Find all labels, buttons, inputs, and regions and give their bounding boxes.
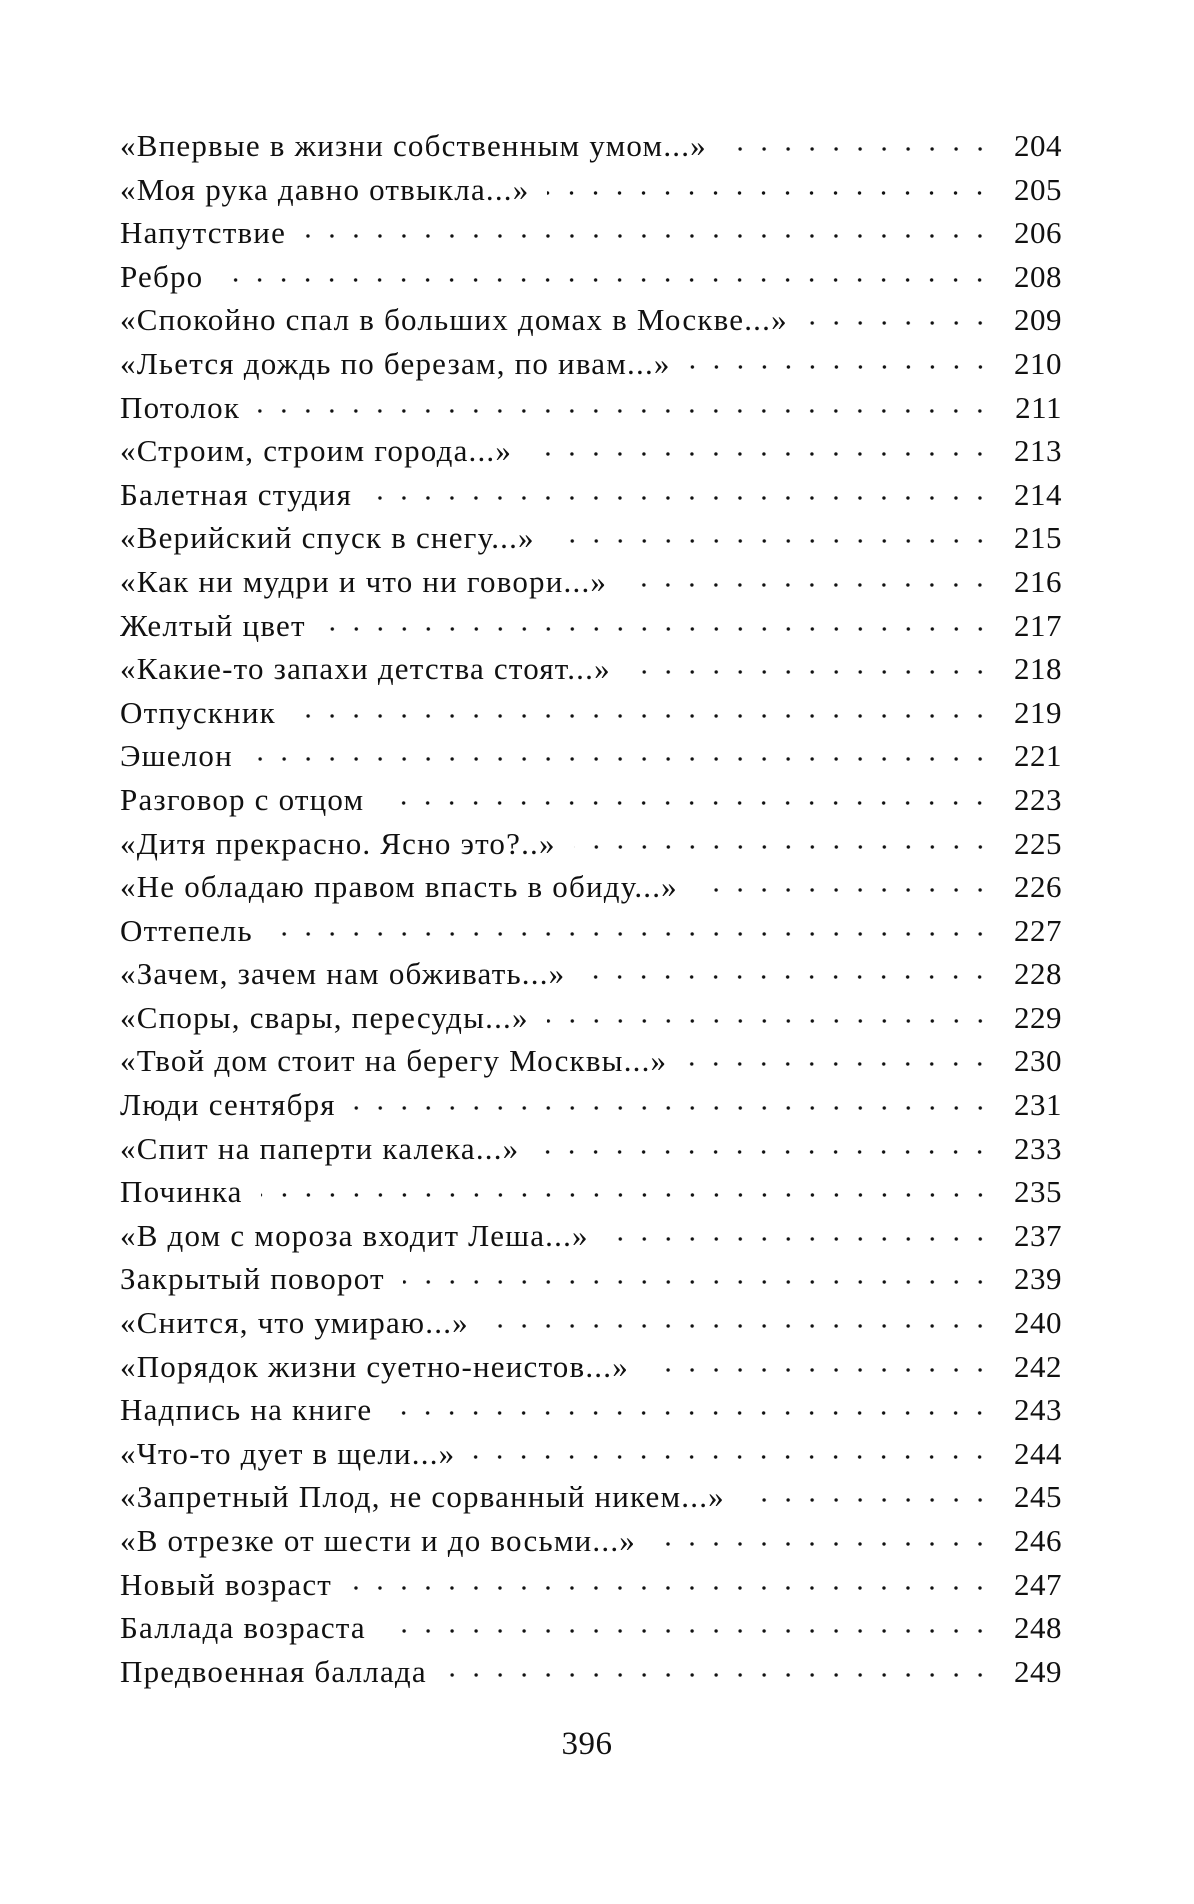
toc-entry-page: 231 [1014,1087,1062,1123]
toc-entry [120,1436,1062,1480]
toc-entry [120,477,1062,521]
toc-entry-page: 249 [1014,1653,1062,1689]
dot-leader [647,1367,992,1373]
dot-leader [370,495,992,501]
toc-entry [120,1174,1062,1218]
toc-entry [120,826,1062,870]
toc-entry-title: «Порядок жизни суетно-неистов...» [120,1348,629,1384]
toc-entry-title: «Снится, что умираю...» [120,1305,469,1341]
toc-entry [120,608,1062,652]
toc-entry-title: Эшелон [120,738,233,774]
toc-entry-title: «Впервые в жизни собственным умом...» [120,128,707,163]
toc-entry [120,695,1062,739]
toc-entry [120,564,1062,608]
toc-entry-page: 239 [1014,1261,1062,1297]
dot-leader [696,887,992,893]
dot-leader [685,1061,992,1067]
toc-entry [120,215,1062,259]
dot-leader [390,1410,992,1416]
toc-entry-title: «Дитя прекрасно. Ясно это?..» [120,825,556,861]
toc-entry-title: «Спокойно спал в больших домах в Москве...» [120,302,788,338]
dot-leader [382,800,992,806]
toc-entry [120,346,1062,390]
toc-entry-title: «Запретный Плод, не сорванный никем...» [120,1479,725,1515]
toc-entry-title: Ребро [120,258,204,294]
toc-entry [120,1305,1062,1349]
toc-entry-page: 218 [1014,651,1062,687]
dot-leader [725,146,992,152]
dot-leader [574,844,992,850]
toc-entry [120,1087,1062,1131]
toc-entry [120,1261,1062,1305]
toc-entry-title: Надпись на книге [120,1392,373,1428]
toc-entry-title: «Строим, строим города...» [120,433,513,469]
page-number: 396 [561,1726,613,1762]
dot-leader [743,1497,992,1503]
toc-entry-page: 246 [1014,1523,1062,1558]
toc-entry-page: 216 [1014,563,1062,599]
toc-entry [120,651,1062,695]
dot-leader [324,626,992,632]
toc-entry-title: Новый возраст [120,1566,333,1602]
toc-entry-title: «Как ни мудри и что ни говори...» [120,563,608,599]
toc-entry-page: 204 [1014,128,1062,163]
toc-entry [120,782,1062,826]
toc-entry [120,913,1062,957]
toc-entry-title: Напутствие [120,215,287,251]
toc-entry-page: 223 [1014,781,1062,817]
toc-entry-title: «Не обладаю правом впасть в обиду...» [120,869,678,905]
dot-leader [547,190,992,196]
toc-entry-page: 211 [1015,389,1062,425]
toc-entry-title: «В дом с мороза входит Леша...» [120,1217,589,1253]
toc-entry-page: 240 [1014,1305,1062,1341]
toc-entry-page: 215 [1014,520,1062,556]
toc-entry [120,1654,1062,1698]
toc-entry [120,433,1062,477]
toc-entry-page: 242 [1014,1348,1062,1384]
toc-entry-page: 233 [1014,1130,1062,1166]
toc-entry-page: 219 [1014,694,1062,730]
toc-entry-title: «Верийский спуск в снегу...» [120,520,535,556]
dot-leader [689,364,992,370]
dot-leader [806,320,992,326]
toc-entry [120,172,1062,216]
dot-leader [403,1279,992,1285]
dot-leader [629,669,992,675]
toc-entry-title: Починка [120,1174,243,1210]
dot-leader [384,1628,992,1634]
toc-entry [120,869,1062,913]
toc-entry-page: 221 [1014,738,1062,774]
toc-entry [120,956,1062,1000]
toc-entry-page: 206 [1014,215,1062,251]
dot-leader [271,931,992,937]
dot-leader [625,582,992,588]
dot-leader [350,1585,992,1591]
dot-leader [607,1236,992,1242]
dot-leader [304,233,992,239]
toc-entry-page: 237 [1014,1217,1062,1253]
toc-entry-page: 229 [1014,999,1062,1035]
toc-entry-page: 208 [1014,258,1062,294]
toc-entry-page: 244 [1014,1435,1062,1471]
toc-entry [120,1349,1062,1393]
toc-entry [120,302,1062,346]
toc-entry-title: Баллада возраста [120,1610,366,1646]
toc-entry-title: Закрытый поворот [120,1261,385,1297]
toc-entry-title: «Какие-то запахи детства стоят...» [120,651,611,687]
toc-entry-page: 243 [1014,1392,1062,1428]
toc-entry-page: 230 [1014,1043,1062,1079]
table-of-contents [120,128,1062,1697]
toc-entry-page: 225 [1014,825,1062,861]
dot-leader [261,1192,992,1198]
dot-leader [547,1018,992,1024]
dot-leader [354,1105,992,1111]
toc-entry-title: «Твой дом стоит на берегу Москвы...» [120,1043,668,1079]
toc-entry-page: 214 [1014,476,1062,512]
toc-entry [120,1392,1062,1436]
toc-entry-page: 245 [1014,1479,1062,1515]
dot-leader [537,1149,992,1155]
toc-entry-page: 209 [1014,302,1062,338]
toc-entry-page: 213 [1014,433,1062,469]
toc-entry [120,520,1062,564]
toc-entry-page: 226 [1014,869,1062,905]
toc-entry-page: 227 [1014,912,1062,948]
toc-entry [120,1218,1062,1262]
toc-entry-title: Отпускник [120,694,276,730]
toc-entry-title: Балетная студия [120,476,353,512]
dot-leader [221,277,992,283]
toc-entry [120,1479,1062,1523]
toc-entry-page: 235 [1014,1174,1062,1210]
toc-entry-page: 217 [1014,607,1062,643]
toc-entry [120,1610,1062,1654]
dot-leader [473,1454,992,1460]
toc-entry-title: «Споры, свары, пересуды...» [120,999,529,1035]
toc-entry [120,259,1062,303]
toc-entry [120,128,1062,172]
toc-entry-title: «Зачем, зачем нам обживать...» [120,956,566,992]
toc-entry [120,738,1062,782]
toc-entry-page: 247 [1014,1566,1062,1602]
dot-leader [251,756,992,762]
toc-entry-title: Разговор с отцом [120,781,365,817]
dot-leader [294,713,992,719]
toc-entry-title: Оттепель [120,912,253,948]
toc-entry-title: Люди сентября [120,1087,336,1123]
toc-entry [120,1131,1062,1175]
toc-entry [120,390,1062,434]
toc-entry-title: Потолок [120,389,241,425]
dot-leader [553,538,992,544]
dot-leader [258,408,992,414]
toc-entry-page: 248 [1014,1610,1062,1646]
toc-entry [120,1567,1062,1611]
dot-leader [654,1541,992,1547]
toc-entry-title: «Спит на паперти калека...» [120,1130,520,1166]
dot-leader [583,974,992,980]
toc-entry-page: 228 [1014,956,1062,992]
toc-entry-title: «Льется дождь по березам, по ивам...» [120,345,671,381]
toc-entry [120,1523,1062,1567]
dot-leader [530,451,992,457]
toc-entry-page: 205 [1014,171,1062,207]
toc-entry-title: «В отрезке от шести и до восьми...» [120,1523,636,1558]
dot-leader [445,1672,992,1678]
toc-entry [120,1043,1062,1087]
toc-entry-page: 210 [1014,345,1062,381]
dot-leader [487,1323,992,1329]
toc-entry-title: «Что-то дует в щели...» [120,1435,456,1471]
toc-entry-title: «Моя рука давно отвыкла...» [120,171,530,207]
toc-entry [120,1000,1062,1044]
toc-entry-title: Желтый цвет [120,607,306,643]
toc-entry-title: Предвоенная баллада [120,1653,427,1689]
